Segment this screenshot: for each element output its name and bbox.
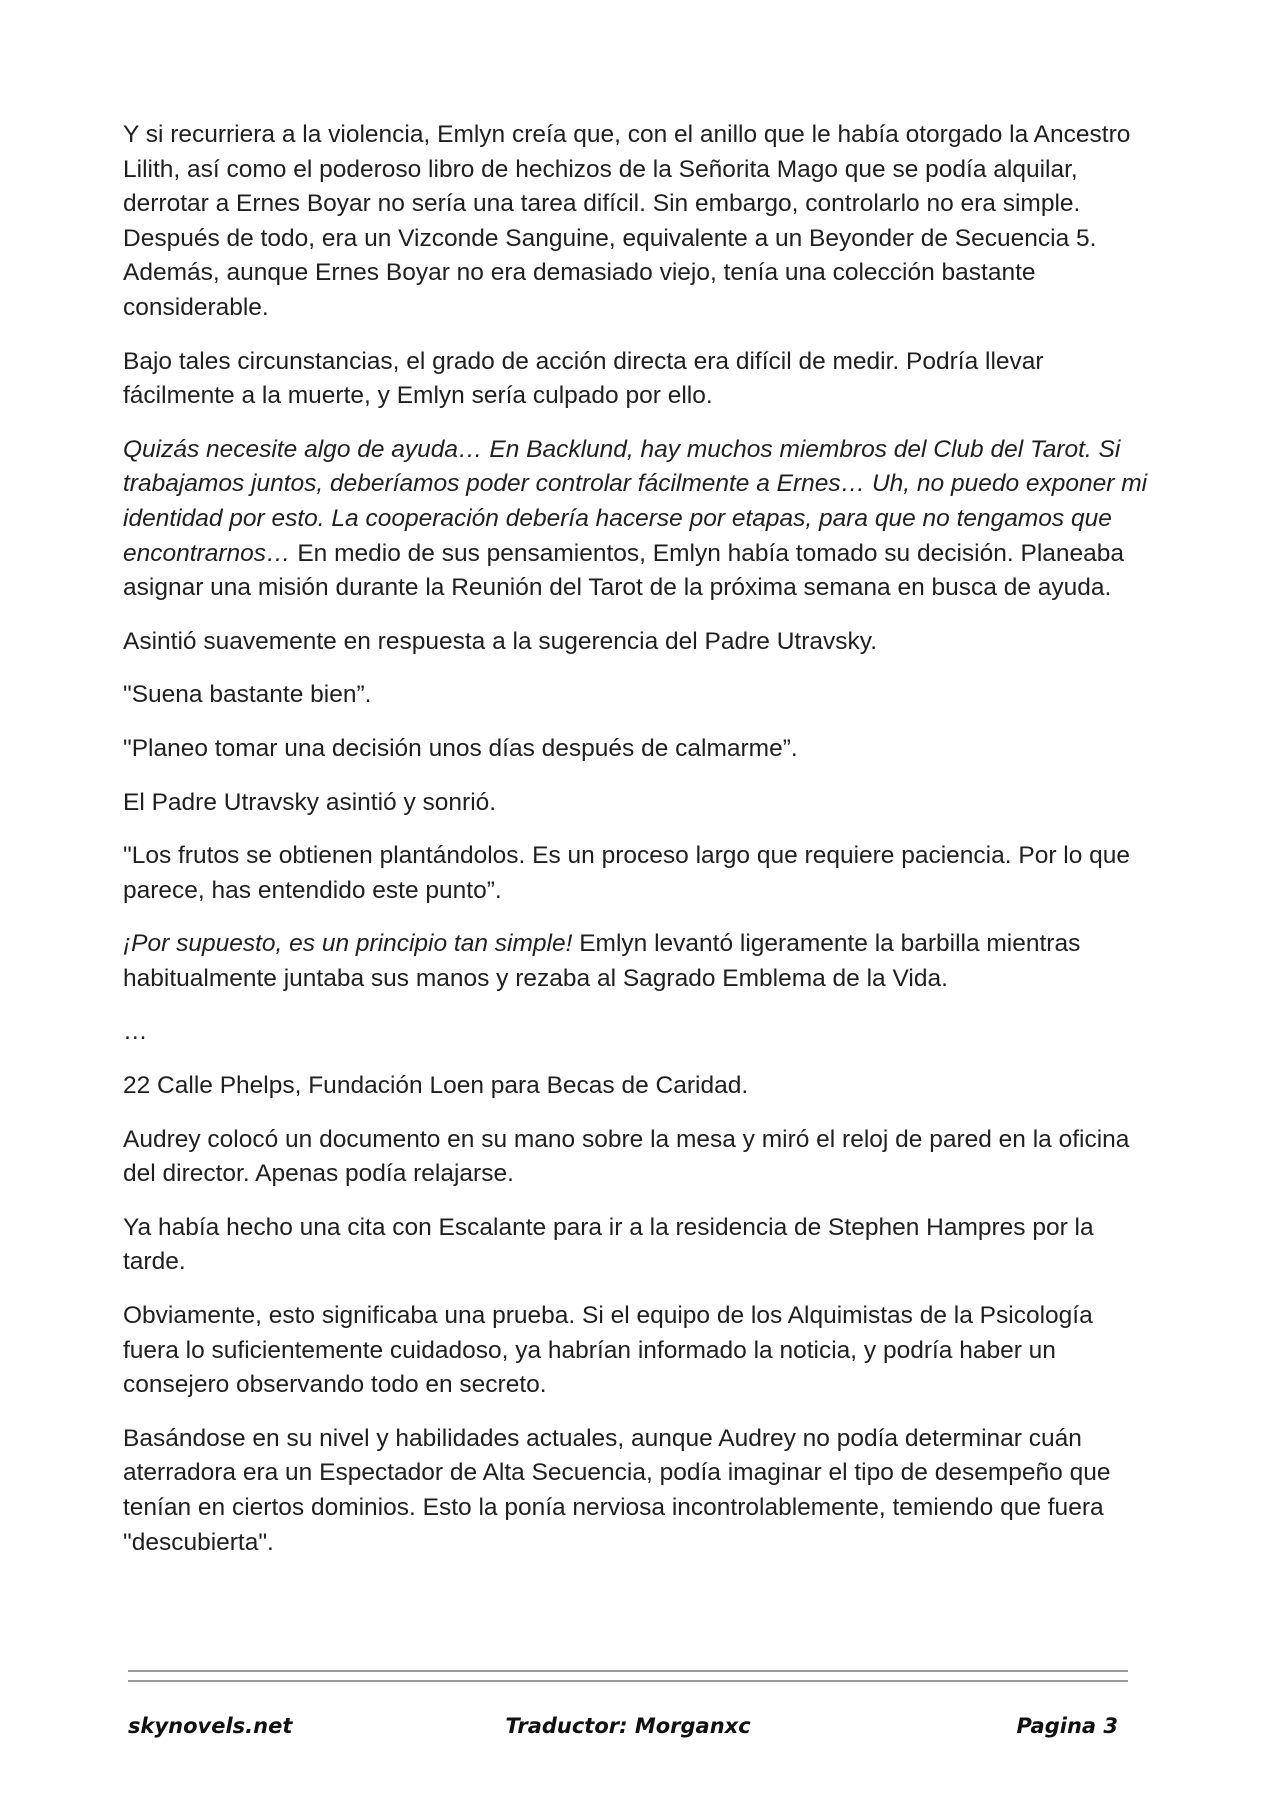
paragraph-italic-text: Quizás necesite algo de ayuda… En Backlund, hay muchos miembros del Club del Tarot. Si trabajamos juntos, deberíamos poder controlar fácilmente a Ernes… Uh, no puedo exponer mi identidad por esto. La cooperación debería hacerse por etapas, para que no tengamos que encontrarnos… bbox=[123, 435, 1148, 567]
paragraph bbox=[123, 1015, 1148, 1050]
paragraph-text: En medio de sus pensamientos, Emlyn había tomado su decisión. Planeaba asignar una misión durante la Reunión del Tarot de la próxima semana en busca de ayuda. bbox=[123, 539, 1125, 602]
paragraph bbox=[123, 786, 1148, 821]
footer-site-name: skynovels.net bbox=[128, 1714, 293, 1738]
paragraph-text: "Planeo tomar una decisión unos días después de calmarme”. bbox=[123, 734, 798, 762]
paragraph bbox=[123, 1069, 1148, 1104]
paragraph bbox=[123, 1299, 1148, 1403]
paragraph-text: Emlyn levantó ligeramente la barbilla mientras habitualmente juntaba sus manos y rezaba al Sagrado Emblema de la Vida. bbox=[123, 930, 1081, 992]
paragraph bbox=[123, 839, 1148, 908]
footer-divider bbox=[128, 1670, 1128, 1684]
paragraph bbox=[123, 1422, 1148, 1560]
paragraph bbox=[123, 433, 1148, 606]
paragraph bbox=[123, 1123, 1148, 1192]
paragraph-text: Asintió suavemente en respuesta a la sugerencia del Padre Utravsky. bbox=[123, 627, 878, 655]
paragraph-text: "Los frutos se obtienen plantándolos. Es un proceso largo que requiere paciencia. Por lo que parece, has entendido este punto”. bbox=[123, 842, 1131, 904]
paragraph-text: 22 Calle Phelps, Fundación Loen para Becas de Caridad. bbox=[123, 1072, 749, 1100]
paragraph bbox=[123, 732, 1148, 767]
paragraph bbox=[123, 1211, 1148, 1280]
paragraph-text: Audrey colocó un documento en su mano sobre la mesa y miró el reloj de pared en la oficina del director. Apenas podía relajarse. bbox=[123, 1125, 1130, 1188]
paragraph-text: Basándose en su nivel y habilidades actuales, aunque Audrey no podía determinar cuán aterradora era un Espectador de Alta Secuencia, podía imaginar el tipo de desempeño que tenían en ciertos dominios. Esto la ponía nerviosa incontrolablemente, temiendo que fuera "descubierta". bbox=[123, 1424, 1111, 1556]
paragraph-text: Ya había hecho una cita con Escalante para ir a la residencia de Stephen Hampres por la tarde. bbox=[123, 1213, 1094, 1276]
footer-divider-line-top bbox=[128, 1670, 1128, 1672]
paragraph-text: Bajo tales circunstancias, el grado de acción directa era difícil de medir. Podría llevar fácilmente a la muerte, y Emlyn sería culpado por ello. bbox=[123, 347, 1044, 410]
paragraph-italic-text: ¡Por supuesto, es un principio tan simple! bbox=[123, 930, 573, 958]
paragraph bbox=[123, 678, 1148, 713]
paragraph bbox=[123, 345, 1148, 414]
footer-divider-line-bottom bbox=[128, 1680, 1128, 1682]
paragraph-text: "Suena bastante bien”. bbox=[123, 681, 372, 709]
paragraph-text: Obviamente, esto significaba una prueba. Si el equipo de los Alquimistas de la Psicología fuera lo suficientemente cuidadoso, ya habrían informado la noticia, y podría haber un consejero observando todo en secreto. bbox=[123, 1302, 1093, 1399]
paragraph bbox=[123, 118, 1148, 326]
paragraph bbox=[123, 927, 1148, 996]
paragraph-text: … bbox=[123, 1018, 148, 1046]
footer-page-number: Pagina 3 bbox=[1016, 1714, 1118, 1738]
paragraph bbox=[123, 625, 1148, 660]
paragraph-text: Y si recurriera a la violencia, Emlyn creía que, con el anillo que le había otorgado la Ancestro Lilith, así como el poderoso libro de hechizos de la Señorita Mago que se podía alquilar, derrotar a Ernes Boyar no sería una tarea difícil. Sin embargo, controlarlo no era simple. Después de todo, era un Vizconde Sanguine, equivalente a un Beyonder de Secuencia 5. Además, aunque Ernes Boyar no era demasiado viejo, tenía una colección bastante considerable. bbox=[123, 121, 1131, 321]
page-footer bbox=[128, 1714, 1128, 1746]
paragraph-text: El Padre Utravsky asintió y sonrió. bbox=[123, 788, 497, 816]
footer-translator: Traductor: Morganxc bbox=[505, 1714, 751, 1738]
document-body bbox=[123, 118, 1148, 1579]
